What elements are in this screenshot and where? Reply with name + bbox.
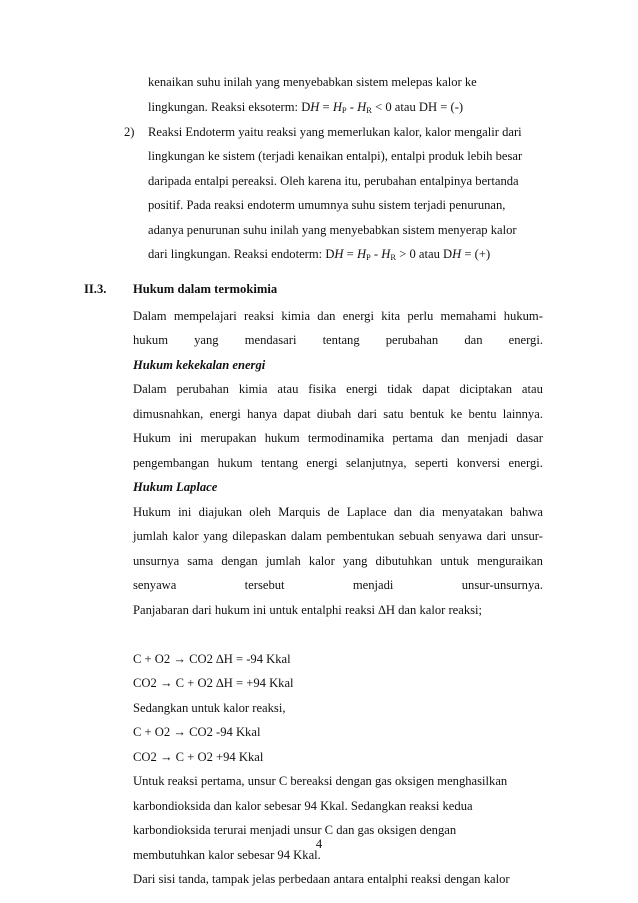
- word: seperti: [414, 456, 449, 470]
- word: tersebut: [244, 578, 285, 592]
- word: hukum: [217, 456, 253, 470]
- word: kimia: [281, 309, 311, 323]
- subheading-kekekalan-energi: Hukum kekekalan energi: [133, 358, 266, 372]
- word: ini: [179, 431, 193, 445]
- text-line: Untuk reaksi pertama, unsur C bereaksi dengan gas oksigen menghasilkan: [133, 774, 508, 788]
- word: perlu: [407, 309, 434, 323]
- justified-line: [133, 408, 543, 421]
- word: sama: [187, 554, 214, 568]
- word: hukum: [264, 431, 300, 445]
- page-number: 4: [315, 837, 323, 851]
- word: dalam: [290, 529, 322, 543]
- justified-line: [133, 383, 543, 396]
- word: diciptakan: [459, 382, 512, 396]
- word: bentu: [468, 407, 497, 421]
- justified-line: [133, 579, 543, 592]
- word: dilepaskan: [232, 529, 287, 543]
- word: satu: [383, 407, 404, 421]
- word: konversi: [456, 456, 501, 470]
- text-line: membutuhkan kalor sebesar 94 Kkal.: [133, 848, 321, 862]
- word: Marquis: [278, 505, 321, 519]
- section-number: II.3.: [84, 282, 107, 296]
- word: dia: [419, 505, 435, 519]
- text-line-eksoterm: lingkungan. Reaksi eksoterm: DH = $H_P - H_R < 0$ atau DH = (-): [148, 100, 464, 115]
- word: dimusnahkan,: [133, 407, 204, 421]
- word: energi: [209, 407, 241, 421]
- word: dapat: [422, 382, 450, 396]
- word: de: [327, 505, 340, 519]
- equation: CO2 → C + O2 +94 Kkal: [133, 750, 264, 764]
- word: pengembangan: [133, 456, 210, 470]
- word: senyawa: [133, 578, 177, 592]
- word: pertama: [392, 431, 433, 445]
- word: dapat: [283, 407, 311, 421]
- word: tentang: [322, 333, 360, 347]
- word: bentuk: [409, 407, 445, 421]
- word: dari: [357, 407, 378, 421]
- justified-line: [133, 530, 543, 543]
- word: sebuah: [398, 529, 434, 543]
- word: kalor: [308, 554, 335, 568]
- word: merupakan: [200, 431, 257, 445]
- text-line: lingkungan ke sistem (terjadi kenaikan entalpi), entalpi produk lebih besar: [148, 149, 523, 163]
- equation: C + O2 → CO2 ∆H = -94 Kkal: [133, 652, 291, 666]
- word: energi.: [508, 333, 543, 347]
- word: energi: [306, 456, 338, 470]
- equation: C + O2 → CO2 -94 Kkal: [133, 725, 261, 739]
- text-line: kenaikan suhu inilah yang menyebabkan sistem melepas kalor ke: [148, 75, 477, 89]
- word: Dalam: [133, 309, 167, 323]
- word: perubahan: [385, 333, 439, 347]
- word: senyawa: [438, 529, 483, 543]
- word: tentang: [260, 456, 299, 470]
- text-line: Reaksi Endoterm yaitu reaksi yang memerlukan kalor, kalor mengalir dari: [148, 125, 522, 139]
- word: perubahan: [176, 382, 229, 396]
- word: energi: [342, 309, 374, 323]
- word: diubah: [316, 407, 352, 421]
- text-line: karbondioksida dan kalor sebesar 94 Kkal. Sedangkan reaksi kedua: [133, 799, 473, 813]
- word: pembentukan: [326, 529, 395, 543]
- word: Hukum: [133, 431, 171, 445]
- word: ke: [450, 407, 463, 421]
- word: reaksi: [244, 309, 275, 323]
- equation: CO2 → C + O2 ∆H = +94 Kkal: [133, 676, 294, 690]
- word: diajukan: [198, 505, 243, 519]
- word: hukum-: [503, 309, 543, 323]
- word: untuk: [440, 554, 470, 568]
- word: dan: [393, 505, 413, 519]
- word: dari: [486, 529, 507, 543]
- list-number: 2): [124, 125, 135, 139]
- word: hukum: [133, 333, 168, 347]
- word: fisika: [308, 382, 337, 396]
- word: menjadi: [467, 431, 509, 445]
- word: unsurnya: [133, 554, 180, 568]
- word: jumlah: [133, 529, 168, 543]
- word: Hukum: [133, 505, 171, 519]
- word: dan: [464, 333, 483, 347]
- word: oleh: [249, 505, 271, 519]
- word: kalor: [172, 529, 199, 543]
- text-line: adanya penurunan suhu inilah yang menyebabkan sistem menyerap kalor: [148, 223, 517, 237]
- justified-line: [133, 555, 543, 568]
- word: energi: [346, 382, 378, 396]
- word: dan: [441, 431, 460, 445]
- word: mendasari: [244, 333, 297, 347]
- justified-line: [133, 506, 543, 519]
- justified-line: [133, 334, 543, 347]
- word: yang: [194, 333, 219, 347]
- word: menyatakan: [441, 505, 503, 519]
- word: energi.: [508, 456, 543, 470]
- word: memahami: [440, 309, 497, 323]
- text-line: Panjabaran dari hukum ini untuk entalphi reaksi ∆H dan kalor reaksi;: [133, 603, 483, 617]
- word: lainnya.: [502, 407, 543, 421]
- subheading-laplace: Hukum Laplace: [133, 480, 218, 494]
- text-line-endoterm: dari lingkungan. Reaksi endoterm: DH = $H_P - H_R > 0$ atau DH = (+): [148, 247, 491, 262]
- text-line: Dari sisi tanda, tampak jelas perbedaan antara entalphi reaksi dengan kalor: [133, 872, 510, 886]
- word: dan: [317, 309, 336, 323]
- text-line: positif. Pada reaksi endoterm umumnya suhu sistem terjadi penurunan,: [148, 198, 506, 212]
- word: yang: [342, 554, 368, 568]
- word: kimia: [238, 382, 268, 396]
- word: yang: [203, 529, 228, 543]
- justified-line: [133, 457, 543, 470]
- word: tidak: [387, 382, 413, 396]
- word: jumlah: [265, 554, 301, 568]
- word: kita: [381, 309, 401, 323]
- text-line: karbondioksida terurai menjadi unsur C dan gas oksigen dengan: [133, 823, 457, 837]
- justified-line: [133, 310, 543, 323]
- word: unsur-unsurnya.: [461, 578, 543, 592]
- text-line: daripada entalpi pereaksi. Oleh karena itu, perubahan entalpinya bertanda: [148, 174, 519, 188]
- word: atau: [277, 382, 299, 396]
- word: Laplace: [346, 505, 387, 519]
- word: dibutuhkan: [375, 554, 433, 568]
- word: mempelajari: [173, 309, 237, 323]
- word: hanya: [247, 407, 278, 421]
- word: selanjutnya,: [345, 456, 407, 470]
- justified-line: [133, 432, 543, 445]
- word: dengan: [221, 554, 258, 568]
- word: unsur-: [510, 529, 543, 543]
- word: bahwa: [510, 505, 543, 519]
- word: menjadi: [352, 578, 394, 592]
- section-title: Hukum dalam termokimia: [133, 282, 278, 296]
- word: ini: [178, 505, 192, 519]
- word: dasar: [516, 431, 543, 445]
- word: menguraikan: [477, 554, 543, 568]
- word: atau: [521, 382, 543, 396]
- word: termodinamika: [307, 431, 385, 445]
- text-line: Sedangkan untuk kalor reaksi,: [133, 701, 286, 715]
- word: Dalam: [133, 382, 167, 396]
